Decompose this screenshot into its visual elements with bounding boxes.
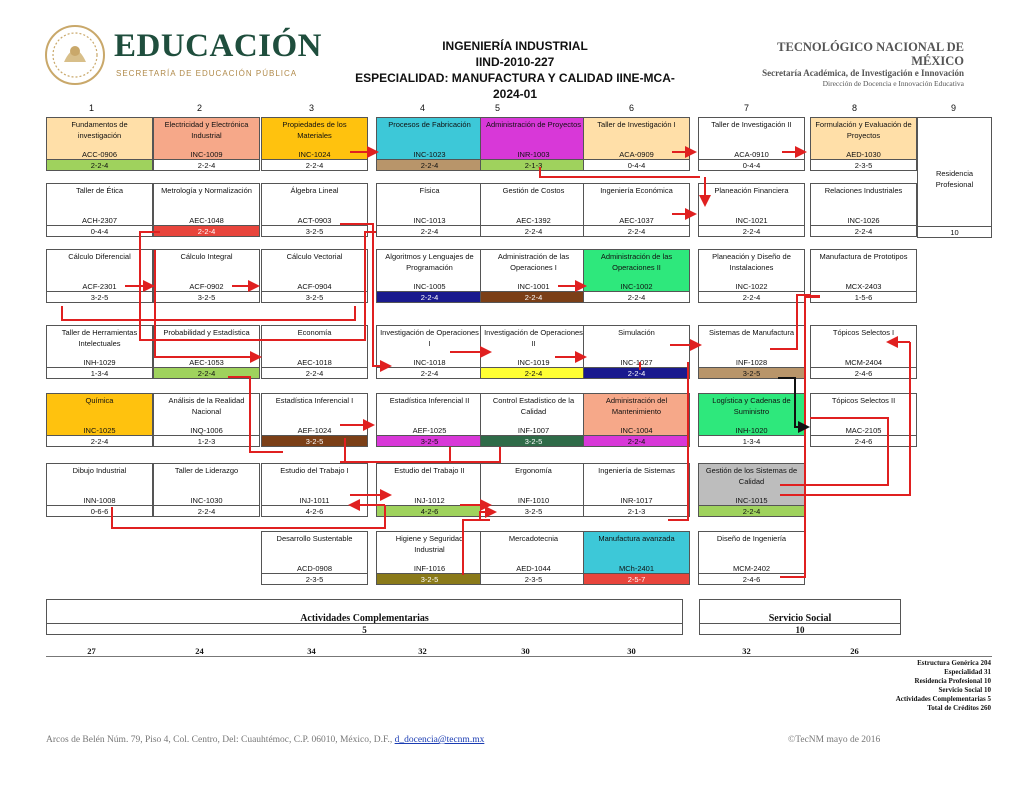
course-name: Simulación — [584, 326, 689, 357]
course-code: AEC-1048 — [154, 215, 259, 226]
course-card — [261, 463, 368, 517]
course-code: INJ-1012 — [377, 495, 482, 506]
course-card — [153, 183, 260, 237]
course-code: MCh-2401 — [584, 563, 689, 574]
course-card — [480, 393, 587, 447]
course-credits: 2-4-6 — [698, 573, 805, 585]
course-code: INC-1026 — [811, 215, 916, 226]
course-card — [698, 117, 805, 171]
course-card — [583, 393, 690, 447]
course-code: ACF-2301 — [47, 281, 152, 292]
column-number: 8 — [851, 103, 857, 113]
course-card — [153, 393, 260, 447]
course-name: Administración de Proyectos — [481, 118, 586, 149]
course-code: INC-1013 — [377, 215, 482, 226]
course-name: Metrología y Normalización — [154, 184, 259, 215]
course-card — [261, 117, 368, 171]
totals-divider — [46, 656, 992, 657]
residencia-credits: 10 — [917, 226, 992, 238]
course-name: Propiedades de los Materiales — [262, 118, 367, 149]
tecnm-name-2: MÉXICO — [911, 54, 964, 68]
course-name: Logística y Cadenas de Suministro — [699, 394, 804, 425]
course-credits: 2-2-4 — [153, 367, 260, 379]
course-credits: 2-2-4 — [376, 225, 483, 237]
course-card — [810, 325, 917, 379]
column-number: 2 — [196, 103, 202, 113]
address-text: Arcos de Belén Núm. 79, Piso 4, Col. Centro, Del: Cuauhtémoc, C.P. 06010, México, D.F., — [46, 735, 393, 745]
course-card — [376, 325, 483, 379]
course-name: Taller de Liderazgo — [154, 464, 259, 495]
course-name: Estudio del Trabajo I — [262, 464, 367, 495]
course-code: INC-1002 — [584, 281, 689, 292]
column-number: 7 — [743, 103, 749, 113]
course-name: Control Estadístico de la Calidad — [481, 394, 586, 425]
course-code: MCM-2402 — [699, 563, 804, 574]
logo-title: EDUCACIÓN — [114, 28, 323, 64]
course-card — [46, 393, 153, 447]
course-code: INR-1003 — [481, 149, 586, 160]
course-credits: 3-2-5 — [698, 367, 805, 379]
actividades-credits: 5 — [46, 623, 683, 635]
column-number: 1 — [88, 103, 94, 113]
course-card — [376, 249, 483, 303]
course-credits: 0-4-4 — [46, 225, 153, 237]
column-total: 30 — [521, 646, 530, 656]
course-card — [261, 531, 368, 585]
course-name: Química — [47, 394, 152, 425]
course-credits: 2-2-4 — [376, 159, 483, 171]
course-name: Manufactura avanzada — [584, 532, 689, 563]
course-card — [698, 249, 805, 303]
page-title — [350, 38, 680, 102]
course-card — [810, 249, 917, 303]
course-card — [810, 117, 917, 171]
course-credits: 1-5-6 — [810, 291, 917, 303]
summary-line: Especialidad 31 — [944, 668, 991, 676]
course-credits: 3-2-5 — [480, 435, 587, 447]
column-number: 5 — [494, 103, 500, 113]
course-code: INF-1007 — [481, 425, 586, 436]
course-credits: 1-2-3 — [153, 435, 260, 447]
course-card — [583, 463, 690, 517]
course-name: Economía — [262, 326, 367, 357]
course-code: INC-1030 — [154, 495, 259, 506]
course-credits: 2-2-4 — [261, 159, 368, 171]
course-credits: 2-2-4 — [698, 291, 805, 303]
course-card — [583, 117, 690, 171]
course-card — [583, 325, 690, 379]
servicio-credits: 10 — [699, 623, 901, 635]
career-title: INGENIERÍA INDUSTRIAL — [442, 39, 588, 53]
course-credits: 4-2-6 — [261, 505, 368, 517]
column-total: 32 — [742, 646, 751, 656]
course-code: INF-1016 — [377, 563, 482, 574]
course-card — [810, 393, 917, 447]
course-name: Cálculo Diferencial — [47, 250, 152, 281]
residencia-label: Residencia Profesional — [935, 169, 974, 189]
course-code: INH-1029 — [47, 357, 152, 368]
course-credits: 0-6-6 — [46, 505, 153, 517]
course-code: MCX-2403 — [811, 281, 916, 292]
course-credits: 2-2-4 — [153, 505, 260, 517]
course-code: INC-1024 — [262, 149, 367, 160]
course-code: INC-1027 — [584, 357, 689, 368]
course-credits: 1-3-4 — [46, 367, 153, 379]
course-credits: 2-2-4 — [810, 225, 917, 237]
residencia-profesional-box — [917, 117, 992, 238]
course-credits: 2-2-4 — [376, 291, 483, 303]
course-code: INN-1008 — [47, 495, 152, 506]
column-total: 34 — [307, 646, 316, 656]
course-card — [480, 117, 587, 171]
course-code: ACA-0910 — [699, 149, 804, 160]
email-link[interactable]: d_docencia@tecnm.mx — [394, 735, 485, 745]
course-card — [480, 183, 587, 237]
course-credits: 2-2-4 — [153, 159, 260, 171]
footer-address — [46, 735, 484, 745]
course-code: AEC-1037 — [584, 215, 689, 226]
course-card — [376, 393, 483, 447]
course-credits: 2-2-4 — [376, 367, 483, 379]
tecnm-header — [700, 40, 964, 89]
course-card — [46, 325, 153, 379]
course-name: Taller de Investigación I — [584, 118, 689, 149]
summary-line: Estructura Genérica 204 — [917, 659, 991, 667]
course-credits: 2-2-4 — [46, 435, 153, 447]
course-card — [153, 249, 260, 303]
course-card — [583, 531, 690, 585]
course-credits: 2-2-4 — [583, 367, 690, 379]
servicio-social-box — [699, 599, 901, 635]
course-credits: 4-2-6 — [376, 505, 483, 517]
course-code: INF-1028 — [699, 357, 804, 368]
course-credits: 2-2-4 — [480, 225, 587, 237]
course-name: Higiene y Seguridad Industrial — [377, 532, 482, 563]
course-credits: 0-4-4 — [583, 159, 690, 171]
course-card — [376, 463, 483, 517]
course-name: Investigación de Operaciones II — [481, 326, 586, 357]
course-name: Desarrollo Sustentable — [262, 532, 367, 563]
course-credits: 3-2-5 — [46, 291, 153, 303]
course-name: Dibujo Industrial — [47, 464, 152, 495]
course-code: MAC-2105 — [811, 425, 916, 436]
course-name: Formulación y Evaluación de Proyectos — [811, 118, 916, 149]
course-code: INR-1017 — [584, 495, 689, 506]
column-number: 3 — [308, 103, 314, 113]
arrow-ctrl-qual — [340, 447, 450, 462]
course-credits: 2-3-5 — [261, 573, 368, 585]
course-name: Análisis de la Realidad Nacional — [154, 394, 259, 425]
course-card — [480, 249, 587, 303]
course-code: INJ-1011 — [262, 495, 367, 506]
course-credits: 2-2-4 — [46, 159, 153, 171]
plan-code: IIND-2010-227 — [475, 55, 555, 69]
course-name: Planeación Financiera — [699, 184, 804, 215]
actividades-label: Actividades Complementarias — [300, 613, 429, 624]
course-code: AED-1044 — [481, 563, 586, 574]
arrow-calcdif-line — [62, 306, 355, 320]
course-name: Algoritmos y Lenguajes de Programación — [377, 250, 482, 281]
column-total: 24 — [195, 646, 204, 656]
course-card — [583, 183, 690, 237]
specialty-title: ESPECIALIDAD: MANUFACTURA Y CALIDAD IINE-MCA- — [355, 71, 675, 85]
mexico-seal-icon — [44, 24, 106, 86]
course-code: INC-1005 — [377, 281, 482, 292]
course-card — [153, 325, 260, 379]
course-name: Manufactura de Prototipos — [811, 250, 916, 281]
course-card — [46, 249, 153, 303]
tecnm-name-1: TECNOLÓGICO NACIONAL DE — [777, 40, 964, 54]
course-code: INC-1025 — [47, 425, 152, 436]
course-name: Ergonomía — [481, 464, 586, 495]
course-credits: 3-2-5 — [261, 291, 368, 303]
course-code: INC-1023 — [377, 149, 482, 160]
column-number: 6 — [628, 103, 634, 113]
summary-line: Servicio Social 10 — [938, 686, 991, 694]
credit-summary — [896, 659, 991, 713]
course-card — [261, 249, 368, 303]
course-name: Ingeniería de Sistemas — [584, 464, 689, 495]
course-card — [698, 393, 805, 447]
logo-subtitle: SECRETARÍA DE EDUCACIÓN PÚBLICA — [116, 69, 298, 78]
course-code: AEC-1392 — [481, 215, 586, 226]
course-card — [583, 249, 690, 303]
course-card — [480, 531, 587, 585]
course-name: Taller de Investigación II — [699, 118, 804, 149]
servicio-label: Servicio Social — [768, 613, 832, 624]
course-credits: 2-1-3 — [480, 159, 587, 171]
course-credits: 3-2-5 — [480, 505, 587, 517]
course-credits: 2-5-7 — [583, 573, 690, 585]
course-code: INF-1010 — [481, 495, 586, 506]
course-name: Cálculo Vectorial — [262, 250, 367, 281]
course-name: Cálculo Integral — [154, 250, 259, 281]
course-name: Sistemas de Manufactura — [699, 326, 804, 357]
course-card — [376, 183, 483, 237]
course-code: INC-1018 — [377, 357, 482, 368]
course-code: INC-1009 — [154, 149, 259, 160]
course-code: MCM-2404 — [811, 357, 916, 368]
course-name: Probabilidad y Estadística — [154, 326, 259, 357]
course-code: INH-1020 — [699, 425, 804, 436]
course-code: ACF-0902 — [154, 281, 259, 292]
course-name: Diseño de Ingeniería — [699, 532, 804, 563]
course-credits: 2-2-4 — [698, 225, 805, 237]
course-name: Estudio del Trabajo II — [377, 464, 482, 495]
course-name: Estadística Inferencial I — [262, 394, 367, 425]
course-code: ACC-0906 — [47, 149, 152, 160]
column-total: 32 — [418, 646, 427, 656]
course-credits: 2-3-5 — [480, 573, 587, 585]
course-code: AEF-1025 — [377, 425, 482, 436]
course-name: Administración de las Operaciones II — [584, 250, 689, 281]
course-code: ACD-0908 — [262, 563, 367, 574]
course-name: Administración de las Operaciones I — [481, 250, 586, 281]
course-code: INC-1021 — [699, 215, 804, 226]
course-card — [810, 183, 917, 237]
course-credits: 2-2-4 — [583, 291, 690, 303]
column-number: 4 — [419, 103, 425, 113]
course-card — [46, 183, 153, 237]
course-credits: 2-2-4 — [698, 505, 805, 517]
course-code: AEC-1053 — [154, 357, 259, 368]
column-total: 27 — [87, 646, 96, 656]
course-card — [698, 183, 805, 237]
summary-line: Actividades Complementarias 5 — [895, 695, 991, 703]
course-credits: 2-2-4 — [261, 367, 368, 379]
course-card — [698, 463, 805, 517]
course-credits: 3-2-5 — [153, 291, 260, 303]
course-card — [376, 531, 483, 585]
course-credits: 3-2-5 — [376, 435, 483, 447]
course-name: Electricidad y Electrónica Industrial — [154, 118, 259, 149]
course-code: ACT-0903 — [262, 215, 367, 226]
course-name: Mercadotecnia — [481, 532, 586, 563]
course-credits: 2-2-4 — [583, 225, 690, 237]
course-name: Relaciones Industriales — [811, 184, 916, 215]
course-code: ACA-0909 — [584, 149, 689, 160]
footer-copyright: ©TecNM mayo de 2016 — [788, 735, 881, 745]
course-credits: 2-4-6 — [810, 367, 917, 379]
course-name: Procesos de Fabricación — [377, 118, 482, 149]
course-credits: 2-1-3 — [583, 505, 690, 517]
column-total: 30 — [627, 646, 636, 656]
course-name: Planeación y Diseño de Instalaciones — [699, 250, 804, 281]
course-code: INC-1004 — [584, 425, 689, 436]
course-name: Taller de Herramientas Intelectuales — [47, 326, 152, 357]
course-card — [261, 325, 368, 379]
course-code: ACH-2307 — [47, 215, 152, 226]
course-credits: 2-2-4 — [583, 435, 690, 447]
course-name: Estadística Inferencial II — [377, 394, 482, 425]
course-code: AED-1030 — [811, 149, 916, 160]
course-credits: 3-2-5 — [376, 573, 483, 585]
course-card — [698, 531, 805, 585]
course-code: INC-1022 — [699, 281, 804, 292]
course-credits: 2-4-6 — [810, 435, 917, 447]
course-card — [153, 117, 260, 171]
actividades-complementarias-box — [46, 599, 683, 635]
course-code: INC-1001 — [481, 281, 586, 292]
course-credits: 2-2-4 — [480, 291, 587, 303]
course-credits: 2-2-4 — [480, 367, 587, 379]
specialty-year: 2024-01 — [492, 87, 538, 101]
course-card — [46, 463, 153, 517]
course-card — [376, 117, 483, 171]
course-card — [261, 183, 368, 237]
course-card — [153, 463, 260, 517]
summary-line: Residencia Profesional 10 — [914, 677, 991, 685]
course-name: Gestión de los Sistemas de Calidad — [699, 464, 804, 495]
course-card — [698, 325, 805, 379]
course-name: Administración del Mantenimiento — [584, 394, 689, 425]
course-credits: 3-2-5 — [261, 225, 368, 237]
course-name: Álgebra Lineal — [262, 184, 367, 215]
course-name: Ingeniería Económica — [584, 184, 689, 215]
column-number: 9 — [950, 103, 956, 113]
course-name: Taller de Ética — [47, 184, 152, 215]
course-credits: 2-3-5 — [810, 159, 917, 171]
course-name: Tópicos Selectos I — [811, 326, 916, 357]
course-credits: 1-3-4 — [698, 435, 805, 447]
tecnm-dept-1: Secretaría Académica, de Investigación e Innovación — [762, 68, 964, 78]
summary-line: Total de Créditos 260 — [927, 704, 991, 712]
course-card — [261, 393, 368, 447]
course-credits: 3-2-5 — [261, 435, 368, 447]
course-code: AEF-1024 — [262, 425, 367, 436]
course-code: AEC-1018 — [262, 357, 367, 368]
course-card — [46, 117, 153, 171]
course-code: INC-1015 — [699, 495, 804, 506]
course-card — [480, 325, 587, 379]
course-code: ACF-0904 — [262, 281, 367, 292]
course-code: INQ-1006 — [154, 425, 259, 436]
course-name: Física — [377, 184, 482, 215]
course-card — [480, 463, 587, 517]
course-credits: 0-4-4 — [698, 159, 805, 171]
course-name: Gestión de Costos — [481, 184, 586, 215]
tecnm-dept-2: Dirección de Docencia e Innovación Educativa — [822, 79, 964, 88]
course-name: Investigación de Operaciones I — [377, 326, 482, 357]
course-name: Tópicos Selectos II — [811, 394, 916, 425]
column-total: 26 — [850, 646, 859, 656]
course-code: INC-1019 — [481, 357, 586, 368]
course-name: Fundamentos de investigación — [47, 118, 152, 149]
course-credits: 2-2-4 — [153, 225, 260, 237]
